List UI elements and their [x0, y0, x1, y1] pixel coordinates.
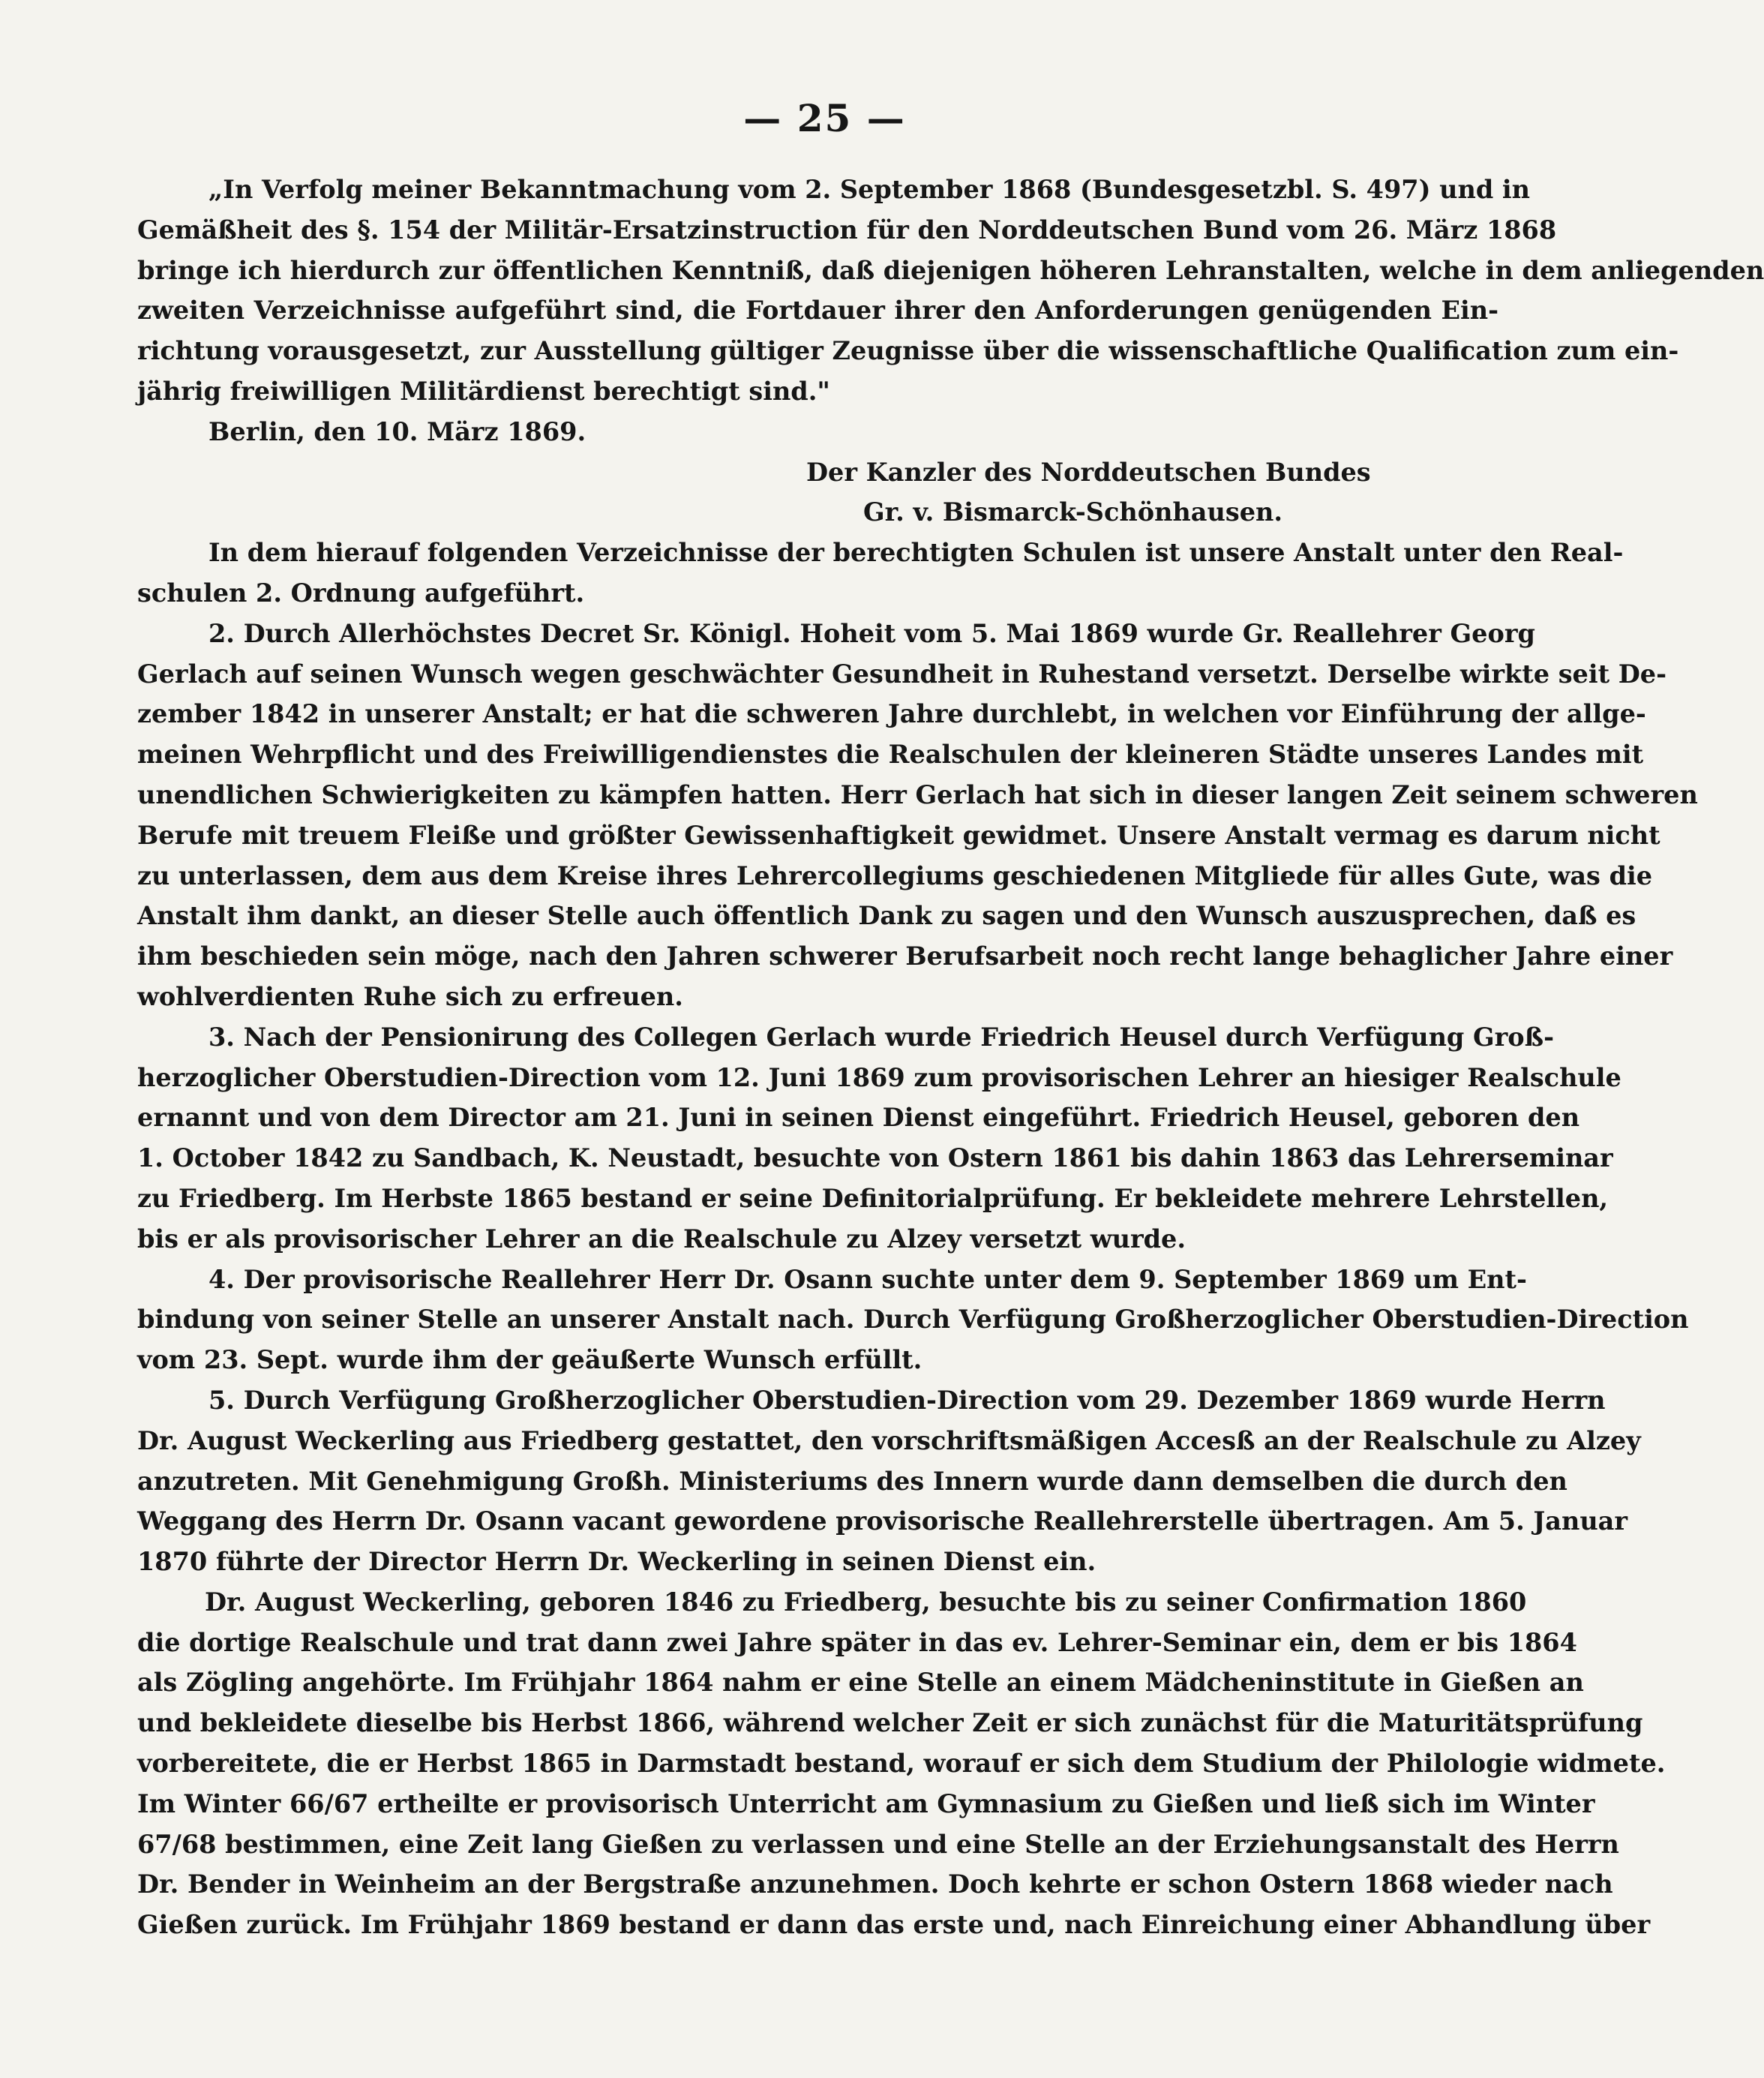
text-line: zweiten Verzeichnisse aufgeführt sind, die Fortdauer ihrer den Anforderungen genügenden Ein-: [137, 296, 1498, 326]
text-line: herzoglicher Oberstudien-Direction vom 12. Juni 1869 zum provisorischen Lehrer an hiesiger Realschule: [137, 1062, 1622, 1092]
text-line: wohlverdienten Ruhe sich zu erfreuen.: [137, 981, 683, 1011]
text-line: In dem hierauf folgenden Verzeichnisse der berechtigten Schulen ist unsere Anstalt unter den Real-: [208, 538, 1624, 568]
text-line: 5. Durch Verfügung Großherzoglicher Oberstudien-Direction vom 29. Dezember 1869 wurde Herrn: [208, 1385, 1606, 1415]
text-line: „In Verfolg meiner Bekanntmachung vom 2. September 1868 (Bundesgesetzbl. S. 497) und in: [208, 175, 1530, 204]
signature-name: Gr. v. Bismarck-Schönhausen.: [863, 497, 1283, 527]
text-line: und bekleidete dieselbe bis Herbst 1866, während welcher Zeit er sich zunächst für die Maturitätsprüfung: [137, 1708, 1643, 1738]
body-text: [137, 170, 1764, 1945]
text-line: richtung vorausgesetzt, zur Ausstellung gültiger Zeugnisse über die wissenschaftliche Qualification zum ein-: [137, 336, 1679, 366]
text-line: zember 1842 in unserer Anstalt; er hat die schweren Jahre durchlebt, in welchen vor Einführung der allge-: [137, 699, 1646, 729]
signature-title: Der Kanzler des Norddeutschen Bundes: [806, 457, 1371, 487]
text-line: Berufe mit treuem Fleiße und größter Gewissenhaftigkeit gewidmet. Unsere Anstalt vermag es darum nicht: [137, 820, 1660, 850]
text-line: die dortige Realschule und trat dann zwei Jahre später in das ev. Lehrer-Seminar ein, dem er bis 1864: [137, 1627, 1577, 1657]
text-line: schulen 2. Ordnung aufgeführt.: [137, 578, 585, 608]
text-line: 1. October 1842 zu Sandbach, K. Neustadt, besuchte von Ostern 1861 bis dahin 1863 das Lehrerseminar: [137, 1143, 1613, 1173]
text-line: meinen Wehrpflicht und des Freiwilligendienstes die Realschulen der kleineren Städte unseres Landes mit: [137, 740, 1644, 770]
text-line: anzutreten. Mit Genehmigung Großh. Ministeriums des Innern wurde dann demselben die durch den: [137, 1466, 1568, 1496]
text-line: ihm beschieden sein möge, nach den Jahren schwerer Berufsarbeit noch recht lange behaglicher Jahre einer: [137, 941, 1673, 971]
dateline: Berlin, den 10. März 1869.: [208, 416, 586, 446]
text-line: bis er als provisorischer Lehrer an die Realschule zu Alzey versetzt wurde.: [137, 1224, 1186, 1254]
text-line: bindung von seiner Stelle an unserer Anstalt nach. Durch Verfügung Großherzoglicher Oberstudien-Direction: [137, 1305, 1689, 1335]
text-line: unendlichen Schwierigkeiten zu kämpfen hatten. Herr Gerlach hat sich in dieser langen Zeit seinem schweren: [137, 779, 1698, 809]
text-line: 67/68 bestimmen, eine Zeit lang Gießen zu verlassen und eine Stelle an der Erziehungsanstalt des Herrn: [137, 1829, 1619, 1859]
text-line: bringe ich hierdurch zur öffentlichen Kenntniß, daß diejenigen höheren Lehranstalten, welche in dem anliegenden: [137, 255, 1764, 285]
text-line: Anstalt ihm dankt, an dieser Stelle auch öffentlich Dank zu sagen und den Wunsch auszusprechen, daß es: [137, 901, 1636, 931]
text-line: als Zögling angehörte. Im Frühjahr 1864 nahm er eine Stelle an einem Mädcheninstitute in Gießen an: [137, 1668, 1584, 1698]
page-number: — 25 —: [743, 96, 906, 140]
text-line: 3. Nach der Pensionirung des Collegen Gerlach wurde Friedrich Heusel durch Verfügung Groß-: [208, 1022, 1554, 1052]
text-line: Gemäßheit des §. 154 der Militär-Ersatzinstruction für den Norddeutschen Bund vom 26. März 1868: [137, 215, 1557, 245]
text-line: Im Winter 66/67 ertheilte er provisorisch Unterricht am Gymnasium zu Gießen und ließ sich im Winter: [137, 1788, 1595, 1818]
text-line: jährig freiwilligen Militärdienst berechtigt sind.": [137, 376, 830, 406]
text-line: Weggang des Herrn Dr. Osann vacant gewordene provisorische Reallehrerstelle übertragen. Am 5. Januar: [137, 1506, 1628, 1536]
text-line: zu Friedberg. Im Herbste 1865 bestand er seine Definitorialprüfung. Er bekleidete mehrere Lehrstellen,: [137, 1183, 1609, 1213]
text-line: Gerlach auf seinen Wunsch wegen geschwächter Gesundheit in Ruhestand versetzt. Derselbe wirkte seit De-: [137, 659, 1667, 689]
text-line: Dr. Bender in Weinheim an der Bergstraße anzunehmen. Doch kehrte er schon Ostern 1868 wieder nach: [137, 1869, 1613, 1899]
text-line: 1870 führte der Director Herrn Dr. Weckerling in seinen Dienst ein.: [137, 1547, 1096, 1577]
text-line: vorbereitete, die er Herbst 1865 in Darmstadt bestand, worauf er sich dem Studium der Philologie widmete.: [137, 1749, 1666, 1779]
text-line: Gießen zurück. Im Frühjahr 1869 bestand er dann das erste und, nach Einreichung einer Abhandlung über: [137, 1910, 1651, 1940]
text-line: zu unterlassen, dem aus dem Kreise ihres Lehrercollegiums geschiedenen Mitgliede für alles Gute, was die: [137, 860, 1653, 890]
text-line: 4. Der provisorische Reallehrer Herr Dr. Osann suchte unter dem 9. September 1869 um Ent-: [208, 1264, 1527, 1294]
text-line: Dr. August Weckerling, geboren 1846 zu Friedberg, besuchte bis zu seiner Confirmation 1860: [205, 1587, 1527, 1617]
text-line: ernannt und von dem Director am 21. Juni in seinen Dienst eingeführt. Friedrich Heusel, geboren den: [137, 1103, 1580, 1133]
text-line: Dr. August Weckerling aus Friedberg gestattet, den vorschriftsmäßigen Accesß an der Realschule zu Alzey: [137, 1425, 1641, 1455]
text-line: vom 23. Sept. wurde ihm der geäußerte Wunsch erfüllt.: [137, 1345, 922, 1375]
text-line: 2. Durch Allerhöchstes Decret Sr. Königl. Hoheit vom 5. Mai 1869 wurde Gr. Reallehrer Georg: [208, 618, 1535, 648]
